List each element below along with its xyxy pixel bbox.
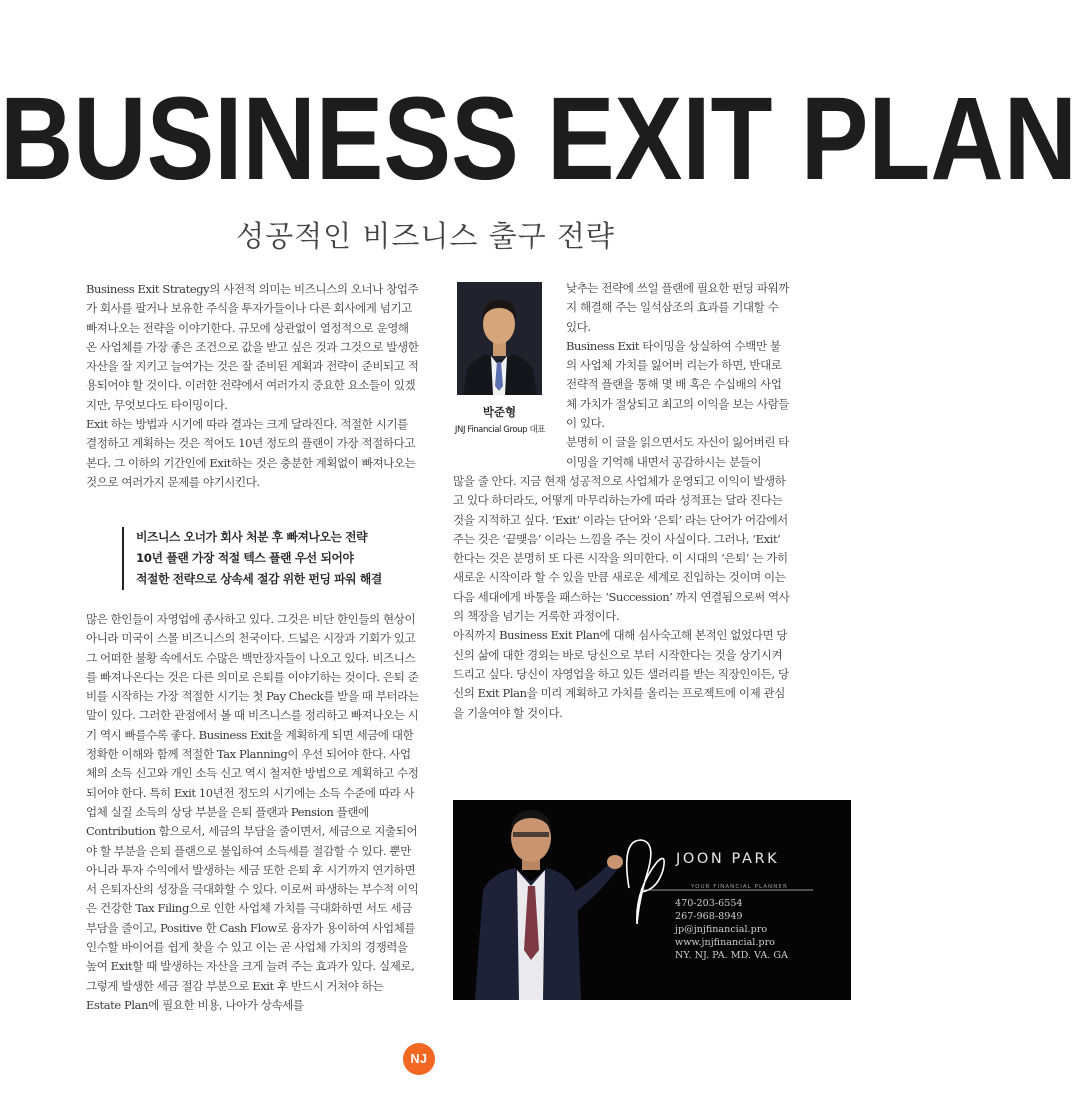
left-column-top <box>86 280 421 492</box>
paragraph: Business Exit 타이밍을 상실하여 수백만 불의 사업체 가치를 잃어버 리는가 하면, 반대로 전략적 플랜을 통해 몇 배 혹은 수십배의 사업체 가치가 절상되고 최고의 이익을 보는 사람들이 있다. <box>566 338 790 431</box>
author-photo <box>457 282 542 395</box>
paragraph: Exit 하는 방법과 시기에 따라 결과는 크게 달라진다. 적절한 시기를 결정하고 계획하는 것은 적어도 10년 정도의 플랜이 가장 적절하다고 본다. 그 이하의 기간인에 Exit하는 것은 충분한 계획없이 빠져나오는 것으로 여러가지 문제를 야기시킨다. <box>86 417 416 489</box>
presenter-photo-icon <box>453 800 851 1000</box>
pull-quote-line: 적절한 전략으로 상속세 절감 위한 펀딩 파워 해결 <box>136 572 382 586</box>
card-states: NY. NJ. PA. MD. VA. GA <box>675 950 788 961</box>
card-website: www.jnjfinancial.pro <box>675 937 775 948</box>
author-title: JNJ Financial Group 대표 <box>454 425 546 435</box>
card-tagline: YOUR FINANCIAL PLANNER <box>691 884 788 890</box>
right-column-top <box>566 279 791 472</box>
paragraph: 아직까지 Business Exit Plan에 대해 심사숙고해 본적인 없었다면 당신의 삶에 대한 경외는 바로 당신으로 부터 시작한다는 것을 상기시켜 드리고 싶다. 당신이 자영업을 하고 있든 샐러리를 받는 직장인이든, 당신의 Exit Plan을 미리 계획하고 가치를 올리는 프로젝트에 이제 관심을 기울여야 할 것이다. <box>453 628 789 720</box>
business-card <box>453 800 851 1000</box>
article-subtitle: 성공적인 비즈니스 출구 전략 <box>236 219 615 253</box>
pull-quote-line: 비즈니스 오너가 회사 처분 후 빠져나오는 전략 <box>136 530 368 544</box>
author-portrait-icon <box>457 282 542 395</box>
footer-logo: NJ <box>403 1043 435 1075</box>
paragraph: Business Exit Strategy의 사전적 의미는 비즈니스의 오너나 창업주가 회사를 팔거나 보유한 주식을 투자가들이나 다른 회사에게 넘기고 빠져나오는 전략을 이야기한다. 규모에 상관없이 열정적으로 운영해 온 사업체를 가장 좋은 조건으로 값을 받고 싶은 것과 그것으로 발생한 자산을 잘 지키고 늘여가는 것은 잘 준비된 계획과 전략이 준비되고 적용되어야 할 것이다. 이러한 전략에서 여러가지 중요한 요소들이 있겠지만, 무엇보다도 타이밍이다. <box>86 282 419 412</box>
card-phone-2: 267-968-8949 <box>675 911 743 922</box>
article-title: BUSINESS EXIT PLAN <box>0 73 1077 205</box>
paragraph: 많을 줄 안다. 지금 현재 성공적으로 사업체가 운영되고 이익이 발생하고 있다 하더라도, 어떻게 마무리하는가에 따라 성적표는 달라 진다는 것을 지적하고 싶다. ‘Exit’ 이라는 단어와 ‘은퇴’ 라는 단어가 어감에서 주는 것은 ‘끝맺음’ 이라는 느낌을 주는 것이 사실이다. 그러나, ‘Exit’ 한다는 것은 분명히 또 다른 시작을 의미한다. 이 시대의 ‘은퇴’ 는 가히 새로운 시작이라 할 수 있을 만큼 새로운 세계로 진입하는 것이며 이는 다음 세대에게 바통을 패스하는 ‘Succession’ 까지 연결됨으로써 역사의 책장을 넘기는 거룩한 과정이다. <box>453 474 790 624</box>
paragraph: 낮추는 전략에 쓰일 플랜에 필요한 펀딩 파워까지 해결해 주는 일석삼조의 효과를 기대할 수 있다. <box>566 281 790 334</box>
pull-quote-line: 10년 플랜 가장 적절 텍스 플랜 우선 되어야 <box>136 551 354 565</box>
card-contact-info <box>675 897 788 962</box>
card-phone-1: 470-203-6554 <box>675 898 743 909</box>
left-column-bottom <box>86 610 421 1015</box>
paragraph: 많은 한인들이 자영업에 종사하고 있다. 그것은 비단 한인들의 현상이 아니라 미국이 스몰 비즈니스의 천국이다. 드넓은 시장과 기회가 있고 그 어떠한 불황 속에서도 수많은 백만장자들이 나오고 있다. 비즈니스를 빠져나온다는 것은 다른 의미로 은퇴를 이야기하는 것이다. 은퇴 준비를 시작하는 가장 적절한 시기는 첫 Pay Check를 받을 때 부터라는 말이 있다. 그러한 관점에서 볼 때 비즈니스를 정리하고 빠져나오는 시기 역시 빠를수록 좋다. Business Exit을 계획하게 되면 세금에 대한 정확한 이해와 함께 적절한 Tax Planning이 우선 되어야 한다. 사업체의 소득 신고와 개인 소득 신고 역시 철저한 방법으로 계획하고 수정되어야 한다. 특히 Exit 10년전 정도의 시기에는 소득 수준에 따라 사업체 실질 소득의 상당 부분을 은퇴 플랜과 Pension 플랜에 Contribution 함으로서, 세금의 부담을 줄이면서, 세금으로 지출되어야 할 부분을 은퇴 플랜으로 불입하여 소득세를 절감할 수 있다. 뿐만 아니라 투자 수익에서 발생하는 세금 또한 은퇴 후 시기까지 연기하면서 은퇴자산의 성장을 극대화할 수 있다. 이로써 파생하는 부수적 이익은 건강한 Tax Filing으로 인한 사업체 가치를 극대화하면 서도 세금 부담을 줄이고, Positive 한 Cash Flow로 융자가 용이하여 사업체를 인수할 바이어를 쉽게 찾을 수 있고 이는 곧 사업체 가치의 경쟁력을 높여 Exit할 때 발생하는 자산을 크게 늘려 주는 효과가 있다. 실제로, 그렇게 발생한 세금 절감 부분으로 Exit 후 반드시 거쳐야 하는 Estate Plan에 필요한 비용, 나아가 상속세를 <box>86 612 419 1012</box>
author-name: 박준형 <box>482 405 517 419</box>
card-email: jp@jnjfinancial.pro <box>675 924 768 935</box>
right-column-bottom <box>453 472 793 723</box>
card-name: JOON PARK <box>676 851 780 867</box>
paragraph: 분명히 이 글을 읽으면서도 자신이 잃어버린 타이밍을 기억해 내면서 공감하시는 분들이 <box>566 435 790 469</box>
pull-quote <box>122 527 436 590</box>
